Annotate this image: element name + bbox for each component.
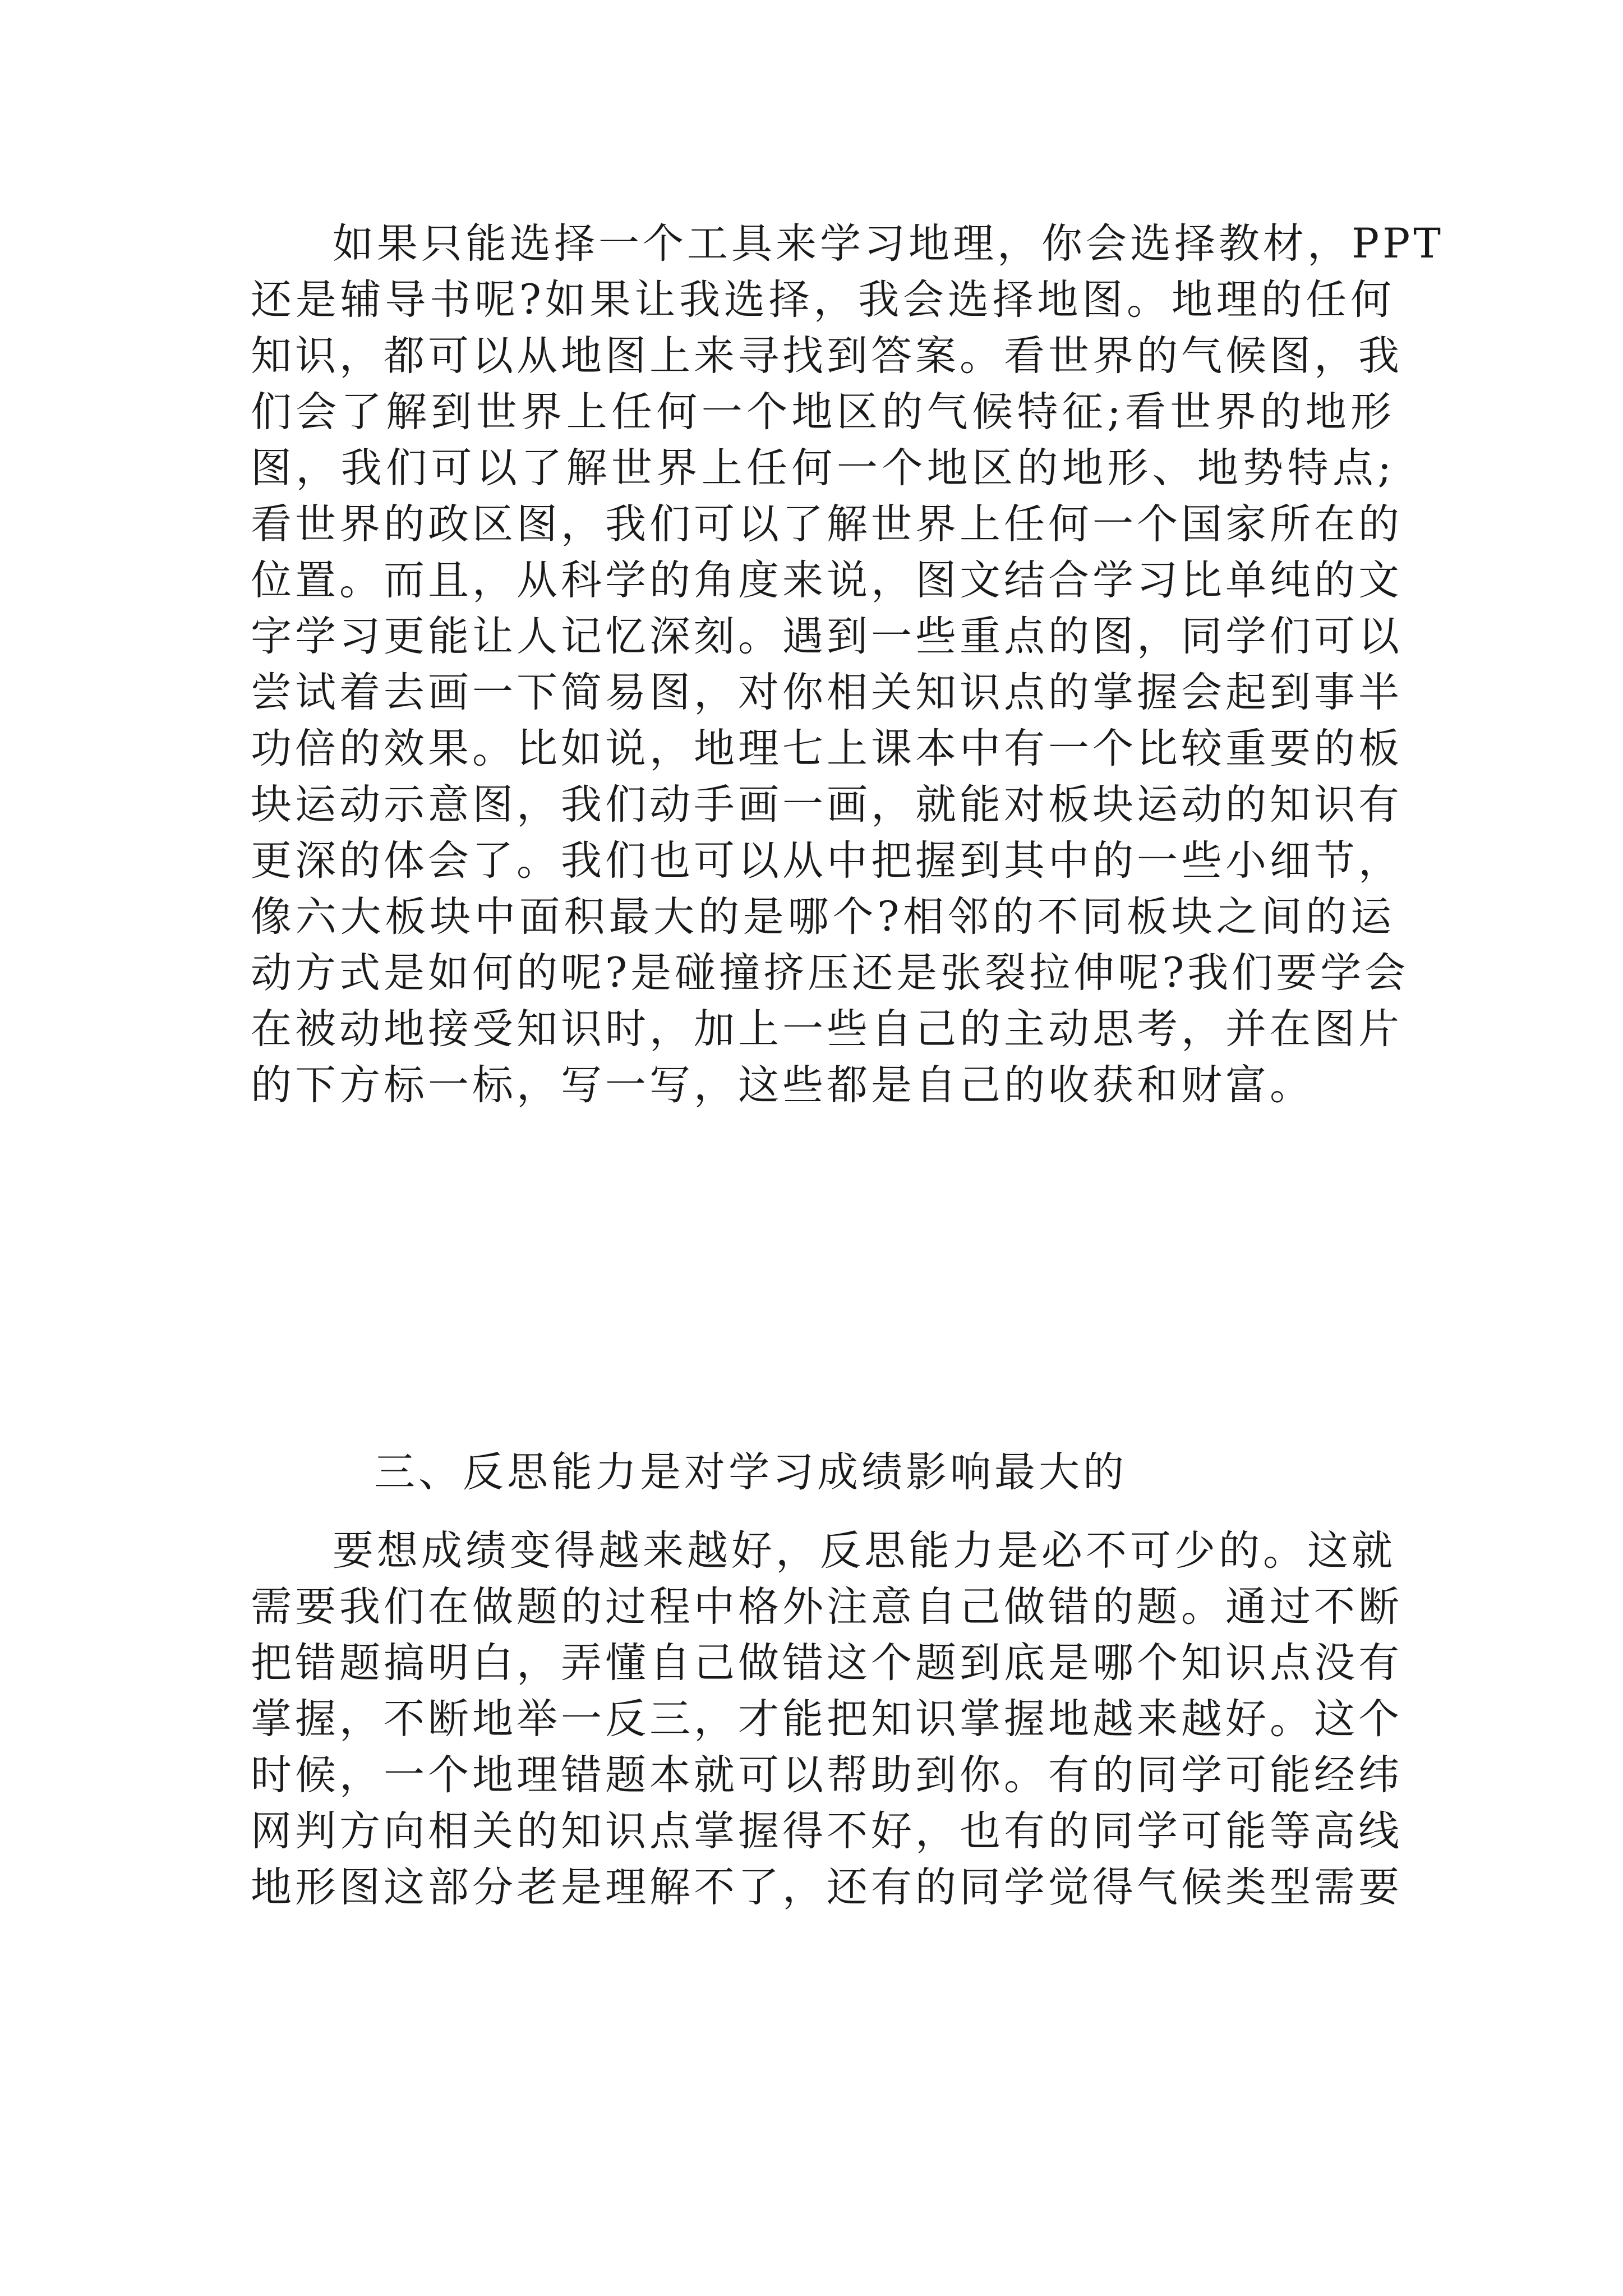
paragraph-line: 掌握，不断地举一反三，才能把知识掌握地越来越好。这个 [251, 1695, 1403, 1743]
paragraph-line: 们会了解到世界上任何一个地区的气候特征;看世界的地形 [251, 388, 1395, 436]
paragraph-line: 块运动示意图，我们动手画一画，就能对板块运动的知识有 [251, 781, 1403, 829]
paragraph-line: 动方式是如何的呢?是碰撞挤压还是张裂拉伸呢?我们要学会 [251, 949, 1409, 997]
paragraph-line: 的下方标一标，写一写，这些都是自己的收获和财富。 [251, 1061, 1314, 1109]
paragraph-line: 图，我们可以了解世界上任何一个地区的地形、地势特点; [251, 444, 1395, 492]
paragraph-line: 更深的体会了。我们也可以从中把握到其中的一些小细节， [251, 837, 1403, 885]
paragraph-reflection [251, 1523, 1403, 1916]
paragraph-line: 时候，一个地理错题本就可以帮助到你。有的同学可能经纬 [251, 1751, 1403, 1799]
paragraph-line: 功倍的效果。比如说，地理七上课本中有一个比较重要的板 [251, 725, 1403, 772]
paragraph-line: 尝试着去画一下简易图，对你相关知识点的掌握会起到事半 [251, 669, 1403, 716]
paragraph-line: 还是辅导书呢?如果让我选择，我会选择地图。地理的任何 [251, 276, 1395, 324]
paragraph-line: 如果只能选择一个工具来学习地理，你会选择教材，PPT [333, 220, 1444, 268]
paragraph-maps [251, 216, 1444, 1114]
paragraph-line: 网判方向相关的知识点掌握得不好，也有的同学可能等高线 [251, 1807, 1403, 1855]
paragraph-line: 看世界的政区图，我们可以了解世界上任何一个国家所在的 [251, 500, 1403, 548]
paragraph-line: 位置。而且，从科学的角度来说，图文结合学习比单纯的文 [251, 556, 1403, 604]
paragraph-line: 要想成绩变得越来越好，反思能力是必不可少的。这就 [333, 1527, 1396, 1575]
paragraph-line: 知识，都可以从地图上来寻找到答案。看世界的气候图，我 [251, 332, 1403, 380]
paragraph-line: 在被动地接受知识时，加上一些自己的主动思考，并在图片 [251, 1005, 1403, 1053]
paragraph-line: 字学习更能让人记忆深刻。遇到一些重点的图，同学们可以 [251, 613, 1403, 660]
paragraph-line: 把错题搞明白，弄懂自己做错这个题到底是哪个知识点没有 [251, 1639, 1403, 1687]
paragraph-line: 需要我们在做题的过程中格外注意自己做错的题。通过不断 [251, 1583, 1403, 1631]
section-heading: 三、反思能力是对学习成绩影响最大的 [374, 1448, 1127, 1496]
paragraph-line: 地形图这部分老是理解不了，还有的同学觉得气候类型需要 [251, 1864, 1403, 1911]
paragraph-line: 像六大板块中面积最大的是哪个?相邻的不同板块之间的运 [251, 893, 1395, 941]
